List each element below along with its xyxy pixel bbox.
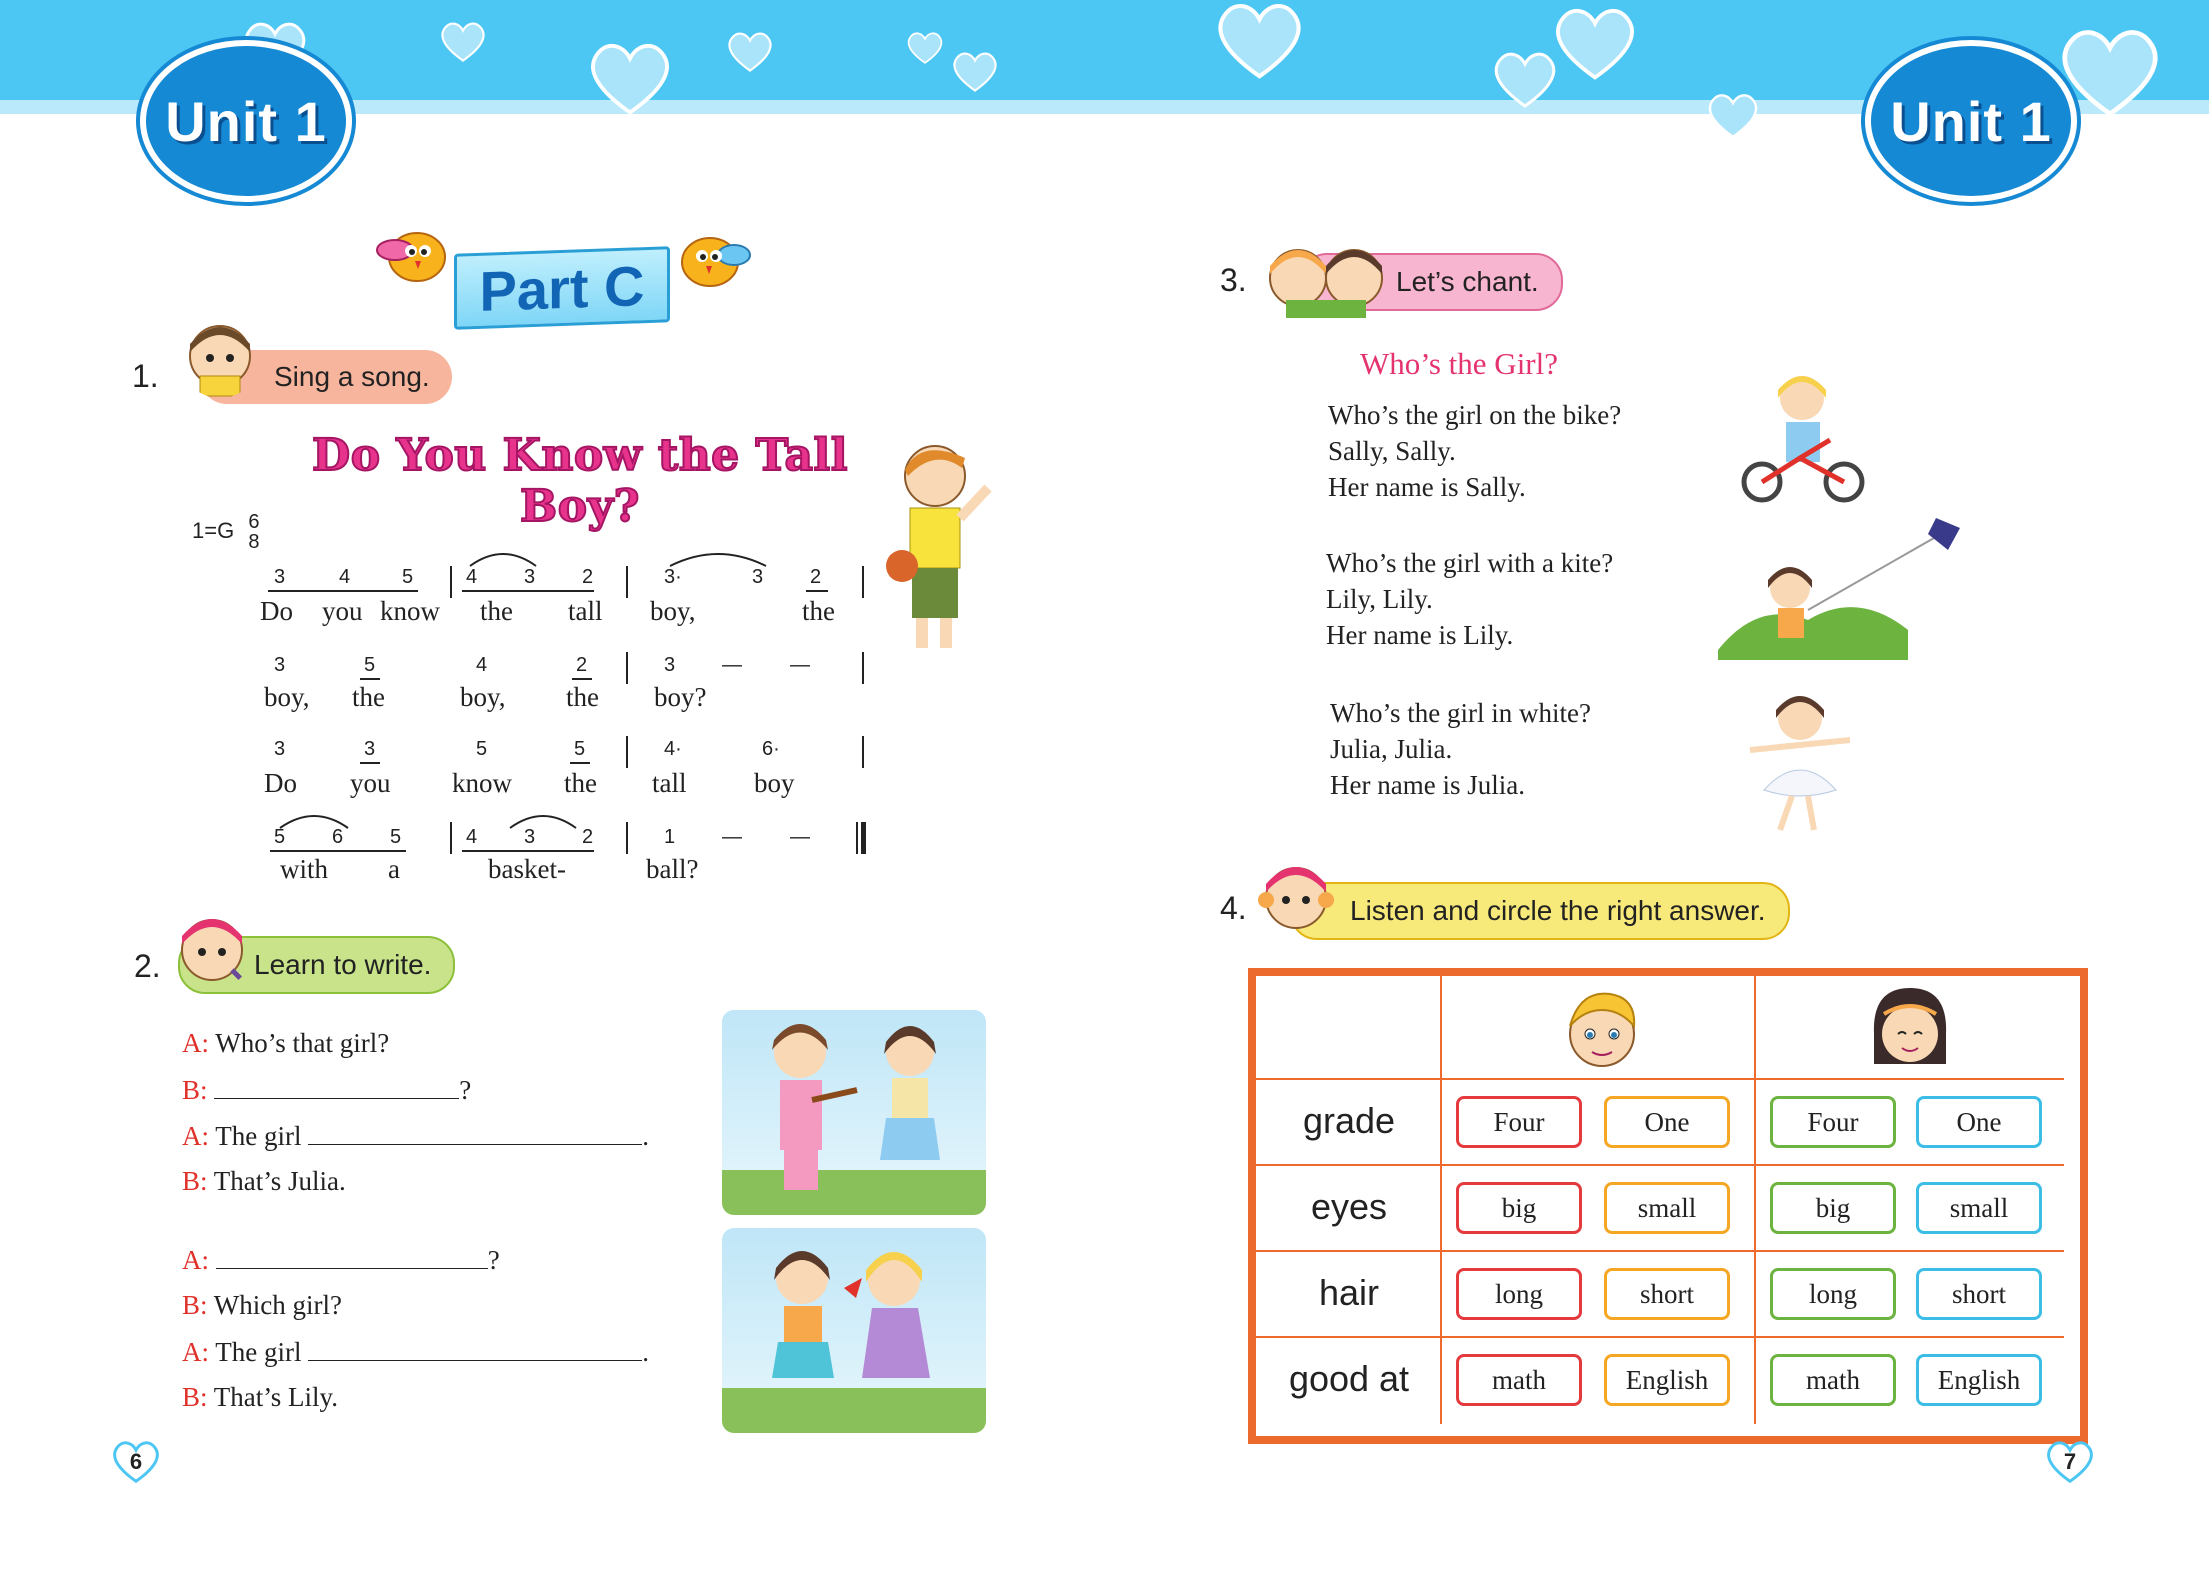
answer-option[interactable]: long [1456, 1268, 1582, 1320]
chant-title: Who’s the Girl? [1360, 346, 1559, 381]
section-number: 3. [1220, 262, 1247, 298]
chant-line: Her name is Sally. [1328, 472, 1526, 502]
lyric: ball? [646, 854, 699, 884]
dialog-line: A: Who’s that girl? [182, 1028, 390, 1058]
note: 3· [664, 566, 682, 588]
bar-line [450, 822, 452, 854]
part-title: Part C [454, 246, 670, 330]
dialog-line: B: ? [182, 1075, 472, 1105]
chant-line: Her name is Lily. [1326, 620, 1514, 650]
heart-icon [1550, 5, 1640, 83]
section-header-listen [1290, 882, 1790, 940]
note: 4 [476, 654, 488, 676]
bar-line [450, 566, 452, 598]
slur [468, 548, 538, 568]
beam-line [462, 850, 594, 852]
section-number: 2. [134, 948, 161, 984]
lyric: tall [652, 768, 687, 798]
bird-icon [672, 220, 752, 295]
note: 5 [476, 738, 488, 760]
note: 2 [810, 566, 822, 588]
lyric: the [564, 768, 597, 798]
note: 5 [574, 738, 586, 760]
table-row-label: eyes [1310, 1186, 1388, 1227]
heart-icon [585, 40, 675, 118]
lyric: boy? [654, 682, 707, 712]
boy-face-icon [1560, 986, 1644, 1072]
note: 2 [576, 654, 588, 676]
beam-line [806, 590, 828, 592]
beam-line [268, 590, 418, 592]
picture-girls-kite [722, 1228, 986, 1433]
girls-kite-illustration [722, 1228, 986, 1433]
tall-boy-illustration [880, 438, 1000, 658]
note: 3 [524, 566, 536, 588]
girl-face-icon [1868, 984, 1952, 1074]
chant-line: Julia, Julia. [1330, 734, 1453, 764]
note: 1 [664, 826, 676, 848]
bird-icon [375, 215, 455, 290]
table-body [1256, 1080, 2064, 1420]
heart-icon [438, 20, 488, 64]
section-number: 4. [1220, 890, 1247, 926]
section-number: 1. [132, 358, 159, 394]
answer-option[interactable]: One [1916, 1096, 2042, 1148]
note: 2 [582, 826, 594, 848]
lyric: Do [264, 768, 297, 798]
bar-line [626, 652, 628, 684]
unit-badge-right: Unit 1 [1865, 40, 2077, 202]
answer-option[interactable]: big [1770, 1182, 1896, 1234]
singing-kid-icon [180, 318, 260, 398]
answer-option[interactable]: short [1916, 1268, 2042, 1320]
answer-option[interactable]: long [1770, 1268, 1896, 1320]
lyric: with [280, 854, 329, 884]
answer-option[interactable]: short [1604, 1268, 1730, 1320]
beam-line [570, 762, 590, 764]
dialog-line: B: That’s Julia. [182, 1166, 346, 1196]
table-header-cell [1256, 976, 1442, 1080]
page-number-left: 6 [110, 1438, 162, 1486]
lyric: the [566, 682, 599, 712]
chant-line: Her name is Julia. [1330, 770, 1525, 800]
answer-option[interactable]: big [1456, 1182, 1582, 1234]
dialog-line: B: That’s Lily. [182, 1382, 339, 1412]
lyric: boy, [650, 596, 696, 626]
chanting-kids-icon [1262, 240, 1392, 320]
lyric: boy, [460, 682, 506, 712]
chant-line: Who’s the girl in white? [1330, 698, 1591, 728]
section-title: Let’s chant. [1396, 266, 1539, 297]
listening-kid-icon [1256, 858, 1336, 938]
note: 5 [274, 826, 286, 848]
section-title: Listen and circle the right answer. [1350, 895, 1766, 926]
answer-option[interactable]: One [1604, 1096, 1730, 1148]
answer-option[interactable]: Four [1456, 1096, 1582, 1148]
heart-icon [950, 50, 1000, 94]
table-row-label: grade [1302, 1100, 1396, 1141]
note: 4 [339, 566, 351, 588]
answer-option[interactable]: math [1770, 1354, 1896, 1406]
dialog-line: A: The girl . [182, 1337, 649, 1367]
girl-on-bike-illustration [1740, 370, 1870, 510]
answer-option[interactable]: math [1456, 1354, 1582, 1406]
note: 3 [274, 654, 286, 676]
answer-blank[interactable] [214, 1074, 459, 1099]
song-title: Do You Know the Tall Boy? [312, 430, 848, 532]
note: 4· [664, 738, 682, 760]
dialog-line: A: The girl . [182, 1121, 649, 1151]
heart-icon [1705, 92, 1761, 140]
section-title: Learn to write. [254, 949, 432, 980]
note: 5 [402, 566, 414, 588]
answer-option[interactable]: English [1916, 1354, 2042, 1406]
chant-line: Sally, Sally. [1328, 436, 1456, 466]
bar-line [856, 822, 858, 854]
lyric: the [802, 596, 835, 626]
girl-with-kite-illustration [1718, 510, 1978, 670]
table-row-label: hair [1318, 1272, 1380, 1313]
bar-line [862, 652, 864, 684]
lyric: the [352, 682, 385, 712]
page-number-right: 7 [2044, 1438, 2096, 1486]
note: 5 [364, 654, 376, 676]
bar-line [862, 566, 864, 598]
lyric: basket- [488, 854, 566, 884]
slur [508, 810, 578, 830]
note: 3 [274, 738, 286, 760]
lyric: tall [568, 596, 603, 626]
note: 3 [524, 826, 536, 848]
note: — [790, 654, 810, 676]
note: 6 [332, 826, 344, 848]
note: 4 [466, 566, 478, 588]
bar-line [626, 566, 628, 598]
beam-line [360, 678, 380, 680]
bar-line [626, 822, 628, 854]
lyric: boy [754, 768, 795, 798]
answer-blank[interactable] [308, 1336, 642, 1361]
lyric: you [322, 596, 363, 626]
note: 3 [752, 566, 764, 588]
beam-line [270, 850, 406, 852]
answer-option[interactable]: small [1916, 1182, 2042, 1234]
note: — [722, 654, 742, 676]
lyric: Do [260, 596, 293, 626]
note: 3 [364, 738, 376, 760]
answer-option[interactable]: English [1604, 1354, 1730, 1406]
note: 6· [762, 738, 780, 760]
lyric: know [452, 768, 512, 798]
heart-icon [1212, 0, 1307, 82]
note: — [790, 826, 810, 848]
beam-line [360, 762, 380, 764]
chant-line: Lily, Lily. [1326, 584, 1433, 614]
beam-line [572, 678, 592, 680]
chant-line: Who’s the girl with a kite? [1326, 548, 1614, 578]
girl-in-white-illustration [1740, 690, 1860, 840]
note: — [722, 826, 742, 848]
note: 3 [274, 566, 286, 588]
chant-line: Who’s the girl on the bike? [1328, 400, 1622, 430]
table-header-cell [1756, 976, 2064, 1080]
answer-option[interactable]: Four [1770, 1096, 1896, 1148]
dialog-line: A: ? [182, 1245, 500, 1275]
dialog-line: B: Which girl? [182, 1290, 342, 1320]
note: 2 [582, 566, 594, 588]
bar-line [626, 736, 628, 768]
lyric: know [380, 596, 440, 626]
answer-blank[interactable] [308, 1120, 642, 1145]
beam-line [462, 590, 594, 592]
picture-girls-violin [722, 1010, 986, 1215]
song-key: 1=G 6 8 [192, 511, 260, 553]
girls-violin-illustration [722, 1010, 986, 1215]
writing-kid-icon [172, 910, 252, 990]
lyric: boy, [264, 682, 310, 712]
answer-blank[interactable] [216, 1244, 488, 1269]
note: 4 [466, 826, 478, 848]
lyric: you [350, 768, 391, 798]
end-bar-line [861, 822, 866, 854]
lyric: a [388, 854, 400, 884]
heart-icon [725, 30, 775, 74]
table-row-label: good at [1288, 1358, 1410, 1399]
slur [668, 548, 768, 568]
bar-line [862, 736, 864, 768]
answer-option[interactable]: small [1604, 1182, 1730, 1234]
table-header-cell [1442, 976, 1756, 1080]
note: 5 [390, 826, 402, 848]
note: 3 [664, 654, 676, 676]
section-title: Sing a song. [274, 361, 430, 392]
unit-badge-left: Unit 1 [140, 40, 352, 202]
heart-icon [905, 30, 945, 66]
lyric: the [480, 596, 513, 626]
